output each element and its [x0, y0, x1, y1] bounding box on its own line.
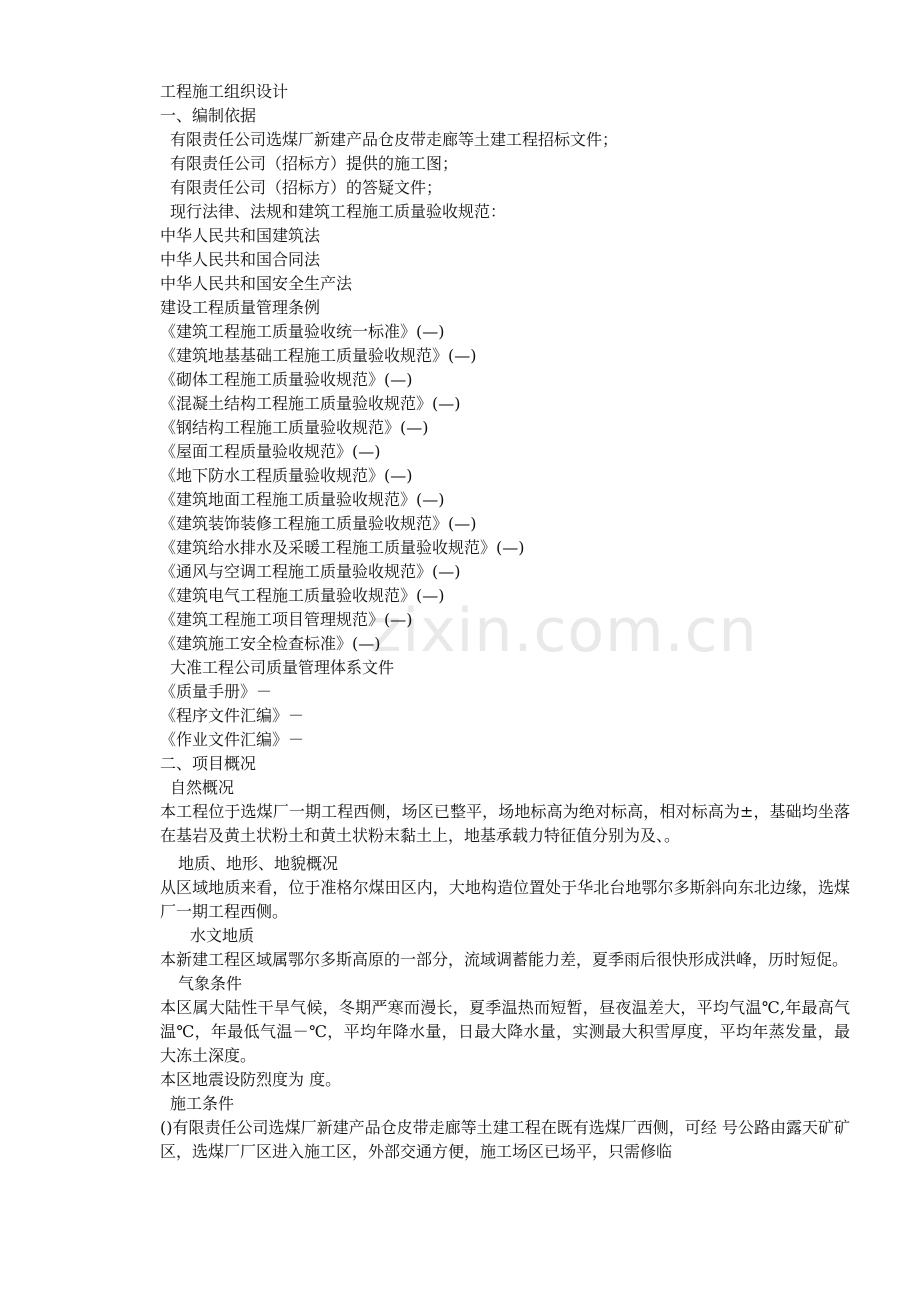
manual-item: 《作业文件汇编》－ [160, 730, 305, 749]
standard-item: 《砌体工程施工质量验收规范》(—) [160, 370, 413, 389]
document-title: 工程施工组织设计 [160, 82, 289, 101]
law-item: 中华人民共和国合同法 [160, 250, 321, 269]
basis-item: 现行法律、法规和建筑工程施工质量验收规范： [170, 202, 507, 221]
paragraph-climate: 本区属大陆性干旱气候，冬期严寒而漫长，夏季温热而短暂，昼夜温差大，平均气温℃,年最高气温℃，年最低气温－℃，平均年降水量，日最大降水量，实测最大积雪厚度，平均年蒸发量，最大冻土深度。 [160, 998, 850, 1065]
standard-item: 《钢结构工程施工质量验收规范》(—) [160, 418, 429, 437]
section-heading-overview: 二、项目概况 [160, 754, 257, 773]
law-item: 建设工程质量管理条例 [160, 298, 321, 317]
manual-item: 《程序文件汇编》－ [160, 706, 305, 725]
paragraph-construction: ()有限责任公司选煤厂新建产品仓皮带走廊等土建工程在既有选煤厂西侧，可经 号公路由露天矿矿区，选煤厂厂区进入施工区，外部交通方便，施工场区已场平，只需修临 [160, 1118, 850, 1161]
standard-item: 《建筑电气工程施工质量验收规范》(—) [160, 586, 445, 605]
watermark: zixin.com.cn [370, 596, 758, 666]
standard-item: 《屋面工程质量验收规范》(—) [160, 442, 381, 461]
standard-item: 《建筑施工安全检查标准》(—) [160, 634, 381, 653]
standard-item: 《建筑工程施工质量验收统一标准》(—) [160, 322, 445, 341]
basis-item: 有限责任公司选煤厂新建产品仓皮带走廊等土建工程招标文件； [170, 130, 619, 149]
basis-item: 有限责任公司（招标方）提供的施工图； [170, 154, 459, 173]
paragraph-hydrology: 本新建工程区域属鄂尔多斯高原的一部分，流域调蓄能力差，夏季雨后很快形成洪峰，历时短促。 [160, 950, 849, 969]
standard-item: 《建筑给水排水及采暖工程施工质量验收规范》(—) [160, 538, 525, 557]
paragraph-seismic: 本区地震设防烈度为 度。 [160, 1070, 342, 1089]
standard-item: 《混凝土结构工程施工质量验收规范》(—) [160, 394, 461, 413]
law-item: 中华人民共和国安全生产法 [160, 274, 353, 293]
law-item: 中华人民共和国建筑法 [160, 226, 321, 245]
basis-item: 有限责任公司（招标方）的答疑文件； [170, 178, 443, 197]
document-body [160, 80, 850, 1164]
standard-item: 《建筑地面工程施工质量验收规范》(—) [160, 490, 445, 509]
subheading-hydrology: 水文地质 [190, 926, 255, 945]
standard-item: 《通风与空调工程施工质量验收规范》(—) [160, 562, 461, 581]
standard-item: 《建筑地基基础工程施工质量验收规范》(—) [160, 346, 477, 365]
section-heading-basis: 一、编制依据 [160, 106, 257, 125]
subheading-natural: 自然概况 [170, 778, 235, 797]
manual-item: 《质量手册》－ [160, 682, 273, 701]
standard-item: 《地下防水工程质量验收规范》(—) [160, 466, 413, 485]
subheading-climate: 气象条件 [178, 974, 243, 993]
subheading-construction: 施工条件 [170, 1094, 235, 1113]
subheading-geology: 地质、地形、地貌概况 [178, 854, 339, 873]
paragraph-natural: 本工程位于选煤厂一期工程西侧，场区已整平，场地标高为绝对标高，相对标高为±，基础均坐落在基岩及黄土状粉土和黄土状粉末黏土上，地基承载力特征值分别为及、。 [160, 802, 850, 845]
standard-item: 《建筑装饰装修工程施工质量验收规范》(—) [160, 514, 477, 533]
standard-item: 《建筑工程施工项目管理规范》(—) [160, 610, 413, 629]
company-system-heading: 大准工程公司质量管理体系文件 [170, 658, 395, 677]
paragraph-geology: 从区域地质来看，位于准格尔煤田区内，大地构造位置处于华北台地鄂尔多斯斜向东北边缘，选煤厂一期工程西侧。 [160, 878, 850, 921]
